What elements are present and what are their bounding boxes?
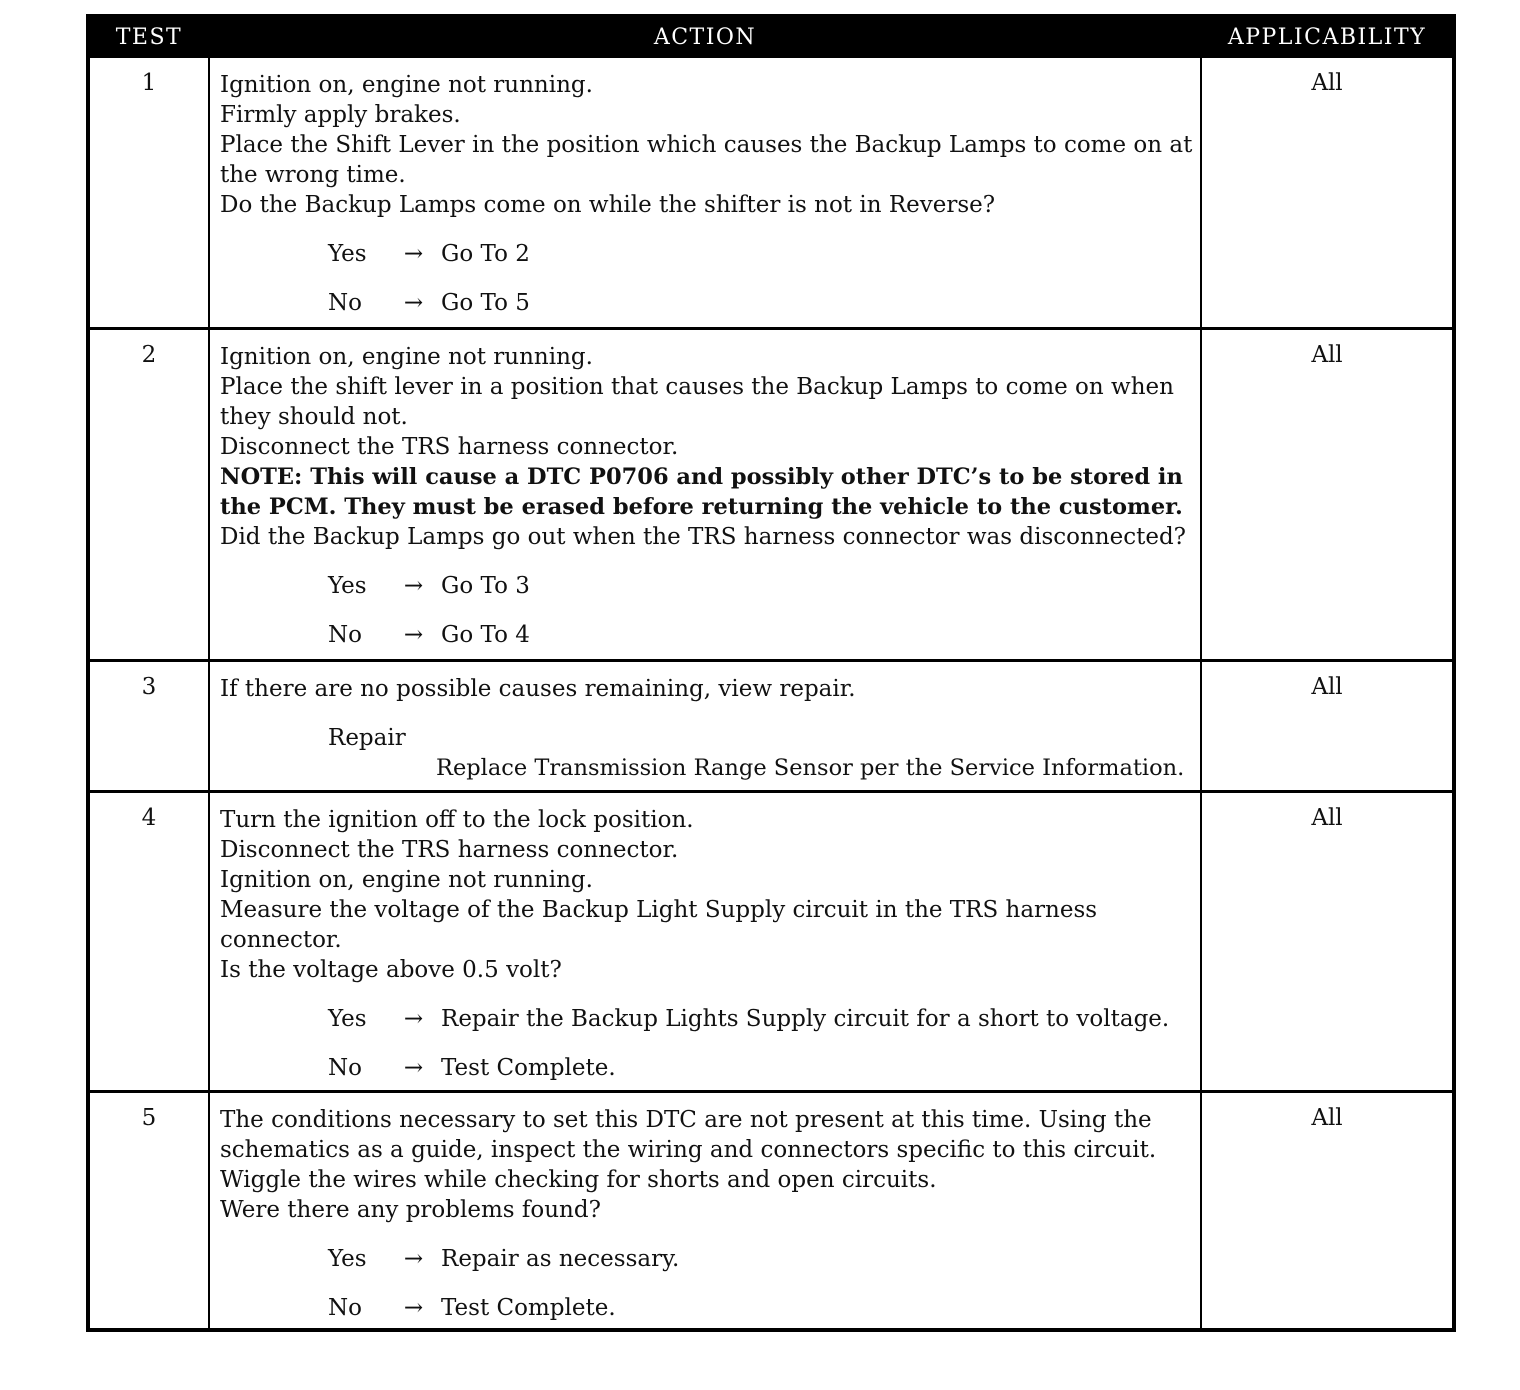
no-result: Go To 4 bbox=[441, 622, 530, 648]
no-branch bbox=[220, 620, 1192, 650]
arrow-icon: → bbox=[403, 622, 424, 648]
yes-branch bbox=[220, 1244, 1192, 1274]
test-number: 4 bbox=[141, 805, 157, 831]
table-row-test-4 bbox=[90, 790, 1452, 1092]
arrow-icon: → bbox=[403, 573, 424, 599]
action-line: Is the voltage above 0.5 volt? bbox=[220, 957, 562, 983]
table-header bbox=[90, 18, 1452, 58]
applicability-value: All bbox=[1311, 674, 1343, 700]
no-branch bbox=[220, 288, 1192, 318]
header-applicability: APPLICABILITY bbox=[1227, 25, 1427, 50]
yes-label: Yes bbox=[328, 1246, 367, 1272]
yes-label: Yes bbox=[328, 573, 367, 599]
action-line: Ignition on, engine not running. bbox=[220, 72, 593, 98]
table-row-test-1 bbox=[90, 58, 1452, 330]
no-result: Test Complete. bbox=[441, 1295, 616, 1321]
arrow-icon: → bbox=[403, 1055, 424, 1081]
action-line: the wrong time. bbox=[220, 162, 406, 188]
yes-result: Go To 2 bbox=[441, 241, 530, 267]
diagnostic-test-table bbox=[86, 14, 1456, 1332]
header-action: ACTION bbox=[653, 25, 757, 50]
no-branch bbox=[220, 1053, 1192, 1083]
action-line: Ignition on, engine not running. bbox=[220, 867, 593, 893]
action-cell bbox=[208, 662, 1202, 792]
arrow-icon: → bbox=[403, 1246, 424, 1272]
yes-result: Repair the Backup Lights Supply circuit for a short to voltage. bbox=[441, 1006, 1170, 1032]
yes-branch bbox=[220, 571, 1192, 601]
applicability-value: All bbox=[1311, 70, 1343, 96]
action-line: Place the shift lever in a position that causes the Backup Lamps to come on when bbox=[220, 374, 1174, 400]
arrow-icon: → bbox=[403, 1006, 424, 1032]
action-line: connector. bbox=[220, 927, 342, 953]
applicability-value: All bbox=[1311, 1105, 1343, 1131]
arrow-icon: → bbox=[403, 241, 424, 267]
header-test: TEST bbox=[115, 25, 183, 50]
action-line: If there are no possible causes remaining, view repair. bbox=[220, 676, 856, 702]
action-line: Disconnect the TRS harness connector. bbox=[220, 434, 679, 460]
action-cell bbox=[208, 793, 1202, 1092]
action-cell bbox=[208, 1093, 1202, 1332]
action-line: Place the Shift Lever in the position which causes the Backup Lamps to come on at bbox=[220, 132, 1193, 158]
arrow-icon: → bbox=[403, 1295, 424, 1321]
action-line: The conditions necessary to set this DTC are not present at this time. Using the bbox=[220, 1107, 1152, 1133]
action-line: schematics as a guide, inspect the wiring and connectors specific to this circuit. bbox=[220, 1137, 1157, 1163]
arrow-icon: → bbox=[403, 290, 424, 316]
repair-text: Replace Transmission Range Sensor per the Service Information. bbox=[436, 755, 1185, 781]
applicability-value: All bbox=[1311, 342, 1343, 368]
action-cell bbox=[208, 330, 1202, 660]
action-line: Do the Backup Lamps come on while the shifter is not in Reverse? bbox=[220, 192, 996, 218]
no-branch bbox=[220, 1293, 1192, 1323]
action-line: they should not. bbox=[220, 404, 408, 430]
no-label: No bbox=[328, 1055, 362, 1081]
action-line: Were there any problems found? bbox=[220, 1197, 601, 1223]
action-line: Firmly apply brakes. bbox=[220, 102, 461, 128]
no-result: Go To 5 bbox=[441, 290, 530, 316]
action-line: Ignition on, engine not running. bbox=[220, 344, 593, 370]
action-cell bbox=[208, 58, 1202, 330]
yes-label: Yes bbox=[328, 241, 367, 267]
action-line: Disconnect the TRS harness connector. bbox=[220, 837, 679, 863]
no-label: No bbox=[328, 290, 362, 316]
table-row-test-3 bbox=[90, 659, 1452, 792]
action-line: Did the Backup Lamps go out when the TRS harness connector was disconnected? bbox=[220, 524, 1187, 550]
action-line: Measure the voltage of the Backup Light Supply circuit in the TRS harness bbox=[220, 897, 1098, 923]
table-row-test-5 bbox=[90, 1090, 1452, 1332]
no-label: No bbox=[328, 1295, 362, 1321]
test-number: 1 bbox=[141, 70, 157, 96]
note-line: the PCM. They must be erased before returning the vehicle to the customer. bbox=[220, 494, 1183, 520]
note-line: NOTE: This will cause a DTC P0706 and possibly other DTC’s to be stored in bbox=[220, 464, 1183, 490]
yes-result: Go To 3 bbox=[441, 573, 530, 599]
yes-branch bbox=[220, 1004, 1192, 1034]
test-number: 2 bbox=[141, 342, 157, 368]
no-label: No bbox=[328, 622, 362, 648]
repair-label: Repair bbox=[328, 725, 406, 751]
yes-branch bbox=[220, 239, 1192, 269]
applicability-value: All bbox=[1311, 805, 1343, 831]
yes-label: Yes bbox=[328, 1006, 367, 1032]
action-line: Wiggle the wires while checking for shorts and open circuits. bbox=[220, 1167, 937, 1193]
action-line: Turn the ignition off to the lock position. bbox=[220, 807, 694, 833]
table-row-test-2 bbox=[90, 327, 1452, 660]
test-number: 3 bbox=[141, 674, 157, 700]
yes-result: Repair as necessary. bbox=[441, 1246, 680, 1272]
no-result: Test Complete. bbox=[441, 1055, 616, 1081]
test-number: 5 bbox=[141, 1105, 157, 1131]
